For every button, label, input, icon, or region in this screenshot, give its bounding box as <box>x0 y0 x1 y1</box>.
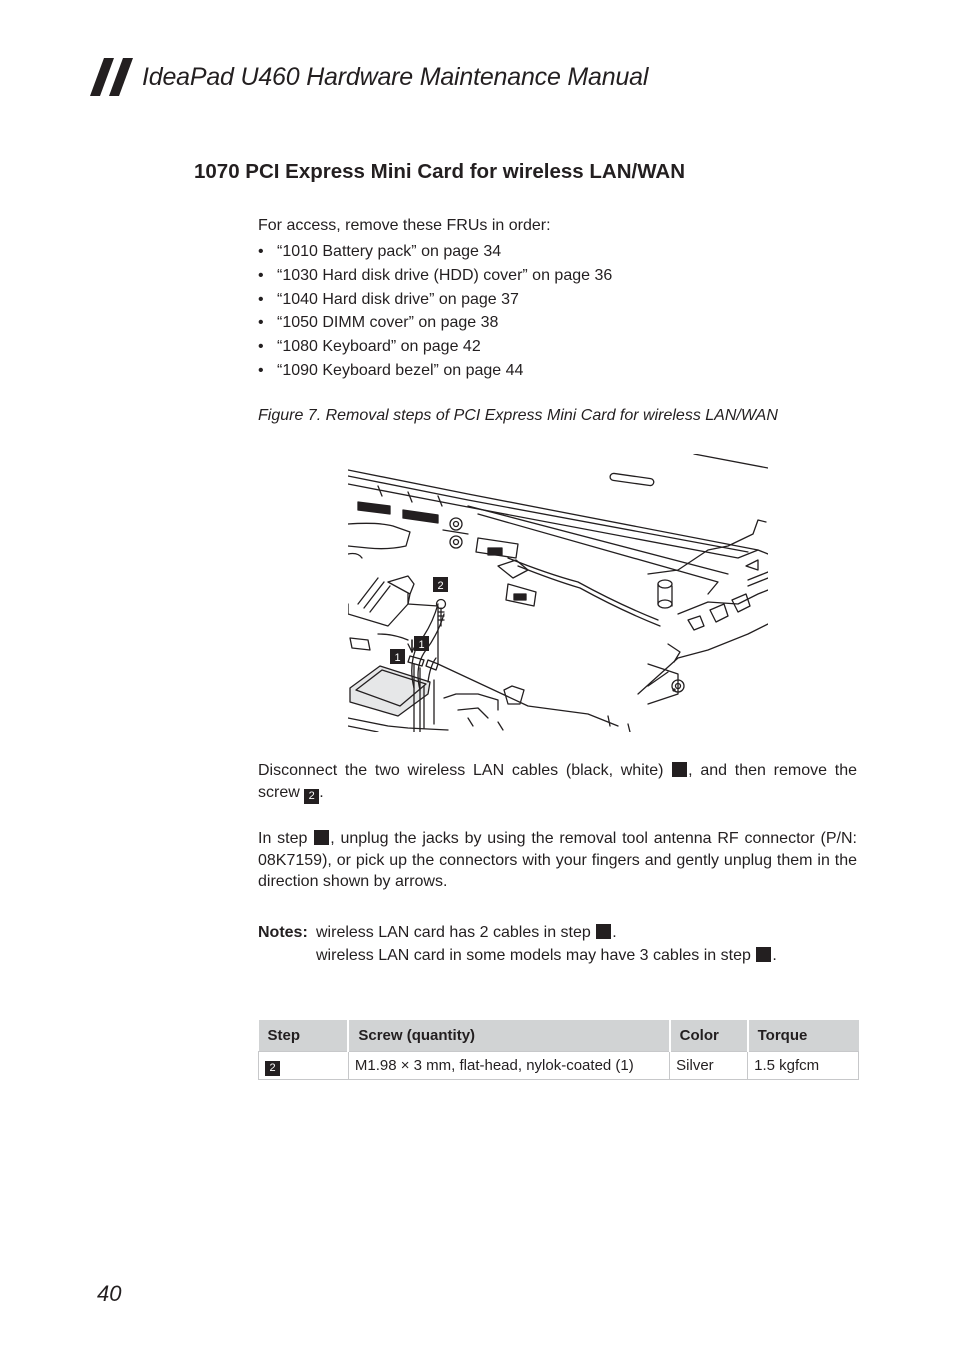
list-item <box>258 335 612 359</box>
bullet: • <box>258 290 264 308</box>
callout-1: 1 <box>418 639 425 651</box>
section-title: 1070 PCI Express Mini Card for wireless LAN/WAN <box>194 160 686 183</box>
list-item <box>258 359 612 383</box>
instruction-paragraph-2: In step , unplug the jacks by using the removal tool antenna RF connector (P/N: 08K7159), or pick up the connectors with your fingers and gently unplug them in the direction shown by arrows. <box>258 830 858 890</box>
fru-link-text[interactable]: “1040 Hard disk drive” on page 37 <box>277 290 519 308</box>
callout-1: 1 <box>394 652 401 664</box>
column-header: Torque <box>748 1020 859 1052</box>
list-item <box>258 240 612 264</box>
bullet: • <box>258 338 264 356</box>
table-header-row <box>259 1020 859 1052</box>
list-item <box>258 288 612 312</box>
step-1-marker-icon <box>314 830 329 845</box>
bullet: • <box>258 314 264 332</box>
step-cell <box>259 1052 349 1080</box>
torque-cell: 1.5 kgfcm <box>748 1052 859 1080</box>
screw-cell: M1.98 × 3 mm, flat-head, nylok-coated (1) <box>348 1052 669 1080</box>
instruction-paragraph: Disconnect the two wireless LAN cables (black, white) , and then remove the screw 2 . <box>258 762 857 802</box>
column-header: Screw (quantity) <box>348 1020 669 1052</box>
notes-line: wireless LAN card in some models may have 3 cables in step . <box>316 947 777 964</box>
step-1-marker-icon <box>756 947 771 962</box>
lenovo-slash-logo-icon <box>90 58 136 96</box>
notes-label: Notes: <box>258 924 308 941</box>
fru-link-text[interactable]: “1030 Hard disk drive (HDD) cover” on page 36 <box>277 266 613 284</box>
figure-caption: Figure 7. Removal steps of PCI Express Mini Card for wireless LAN/WAN <box>258 407 778 424</box>
step-2-badge: 2 <box>304 789 319 804</box>
notes <box>258 921 777 967</box>
manual-title: IdeaPad U460 Hardware Maintenance Manual <box>142 62 649 91</box>
removal-diagram <box>348 454 768 732</box>
screw-table <box>258 1020 859 1080</box>
list-item <box>258 264 612 288</box>
column-header: Color <box>670 1020 748 1052</box>
step-1-marker-icon <box>672 762 687 777</box>
notes-line: Notes: wireless LAN card has 2 cables in step . <box>258 921 777 944</box>
fru-link-text[interactable]: “1050 DIMM cover” on page 38 <box>277 314 499 332</box>
intro-text: For access, remove these FRUs in order: <box>258 217 551 234</box>
step-2-badge: 2 <box>265 1061 280 1076</box>
page-number: 40 <box>97 1281 122 1306</box>
color-cell: Silver <box>670 1052 748 1080</box>
list-item <box>258 311 612 335</box>
callout-2: 2 <box>437 580 444 592</box>
fru-link-text[interactable]: “1010 Battery pack” on page 34 <box>277 243 502 260</box>
column-header: Step <box>259 1020 349 1052</box>
table-row <box>259 1052 859 1080</box>
bullet: • <box>258 361 264 379</box>
fru-link-text[interactable]: “1090 Keyboard bezel” on page 44 <box>277 361 524 379</box>
bullet: • <box>258 266 264 284</box>
page-header <box>90 58 648 96</box>
bullet: • <box>258 243 264 260</box>
fru-list <box>258 240 612 383</box>
step-1-marker-icon <box>596 924 611 939</box>
fru-link-text[interactable]: “1080 Keyboard” on page 42 <box>277 338 481 356</box>
